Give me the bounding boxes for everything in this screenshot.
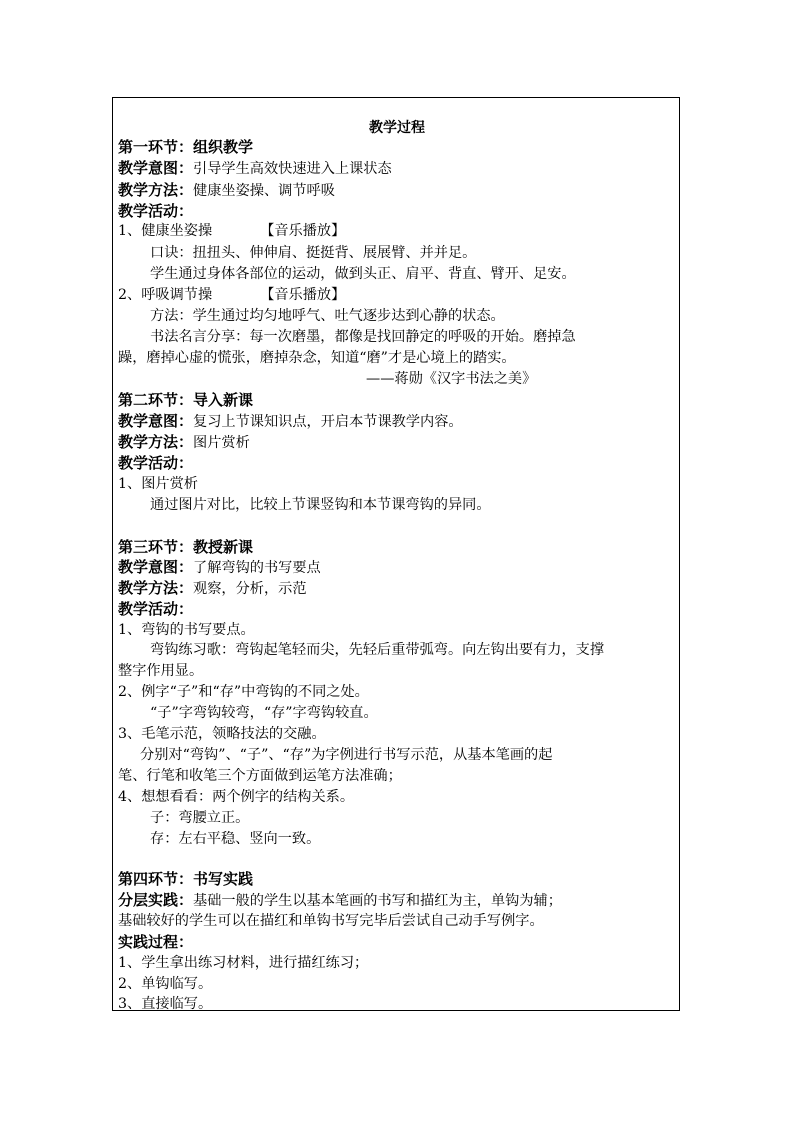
- section-3-method: 教学方法：观察，分析，示范: [118, 579, 307, 597]
- section-2-heading: 第二环节：导入新课: [118, 391, 254, 409]
- process-item-2: 2、单钩临写。: [118, 976, 213, 992]
- section-1-intent: 教学意图：引导学生高效快速进入上课状态: [118, 159, 392, 177]
- section-3-heading: 第三环节：教授新课: [118, 538, 254, 556]
- section-3-item-4: 4、想想看看：两个例字的结构关系。: [118, 789, 355, 805]
- section-4-process-label: 实践过程：: [118, 933, 194, 951]
- process-item-3: 3、直接临写。: [118, 996, 213, 1012]
- section-3-item-2-line: “子”字弯钩较弯，“存”字弯钩较直。: [150, 705, 378, 721]
- song-line-2: 整字作用显。: [118, 663, 204, 679]
- section-3-intent: 教学意图：了解弯钩的书写要点: [118, 558, 321, 576]
- section-4-layer-line-2: 基础较好的学生可以在描红和单钩书写完毕后尝试自己动手写例字。: [118, 913, 544, 929]
- zi-structure-line: 子：弯腰立正。: [150, 810, 250, 826]
- breathing-method-line: 方法：学生通过均匀地呼气、吐气逐步达到心静的状态。: [150, 308, 505, 324]
- section-2-line-1: 通过图片对比，比较上节课竖钩和本节课弯钩的异同。: [150, 497, 491, 513]
- section-3-item-3: 3、毛笔示范，领略技法的交融。: [118, 726, 326, 742]
- motion-line: 学生通过身体各部位的运动，做到头正、肩平、背直、臂开、足安。: [150, 266, 576, 282]
- quote-source: ——蒋勋《汉字书法之美》: [366, 371, 537, 387]
- cun-structure-line: 存：左右平稳、竖向一致。: [150, 831, 321, 847]
- section-3-item-2: 2、例字“子”和“存”中弯钩的不同之处。: [118, 684, 369, 700]
- section-1-heading: 第一环节：组织教学: [118, 138, 254, 156]
- song-line-1: 弯钩练习歌：弯钩起笔轻而尖，先轻后重带弧弯。向左钩出要有力，支撑: [150, 642, 605, 658]
- section-2-item-1: 1、图片赏析: [118, 476, 198, 492]
- section-4-layer-line-1: 分层实践：基础一般的学生以基本笔画的书写和描红为主，单钩为辅；: [118, 891, 562, 909]
- section-1-item-2: 2、呼吸调节操 【音乐播放】: [118, 287, 346, 303]
- koujue-line: 口诀：扭扭头、伸伸肩、挺挺背、展展臂、并并足。: [150, 245, 477, 261]
- section-1-item-1: 1、健康坐姿操 【音乐播放】: [118, 223, 346, 239]
- process-item-1: 1、学生拿出练习材料，进行描红练习；: [118, 955, 369, 971]
- quote-line-2: 躁，磨掉心虚的慌张，磨掉杂念，知道“磨”才是心境上的踏实。: [118, 350, 516, 366]
- section-3-activity-label: 教学活动：: [118, 600, 194, 618]
- page-title: 教学过程: [369, 120, 425, 136]
- section-2-activity-label: 教学活动：: [118, 454, 194, 472]
- section-1-method: 教学方法：健康坐姿操、调节呼吸: [118, 181, 335, 199]
- section-4-heading: 第四环节：书写实践: [118, 870, 254, 888]
- section-2-intent: 教学意图：复习上节课知识点，开启本节课教学内容。: [118, 412, 463, 430]
- section-1-activity-label: 教学活动：: [118, 202, 194, 220]
- demo-line-1: 分别对“弯钩”、“子”、“存”为字例进行书写示范，从基本笔画的起: [140, 747, 553, 763]
- section-3-item-1: 1、弯钩的书写要点。: [118, 622, 255, 638]
- section-2-method: 教学方法：图片赏析: [118, 433, 250, 451]
- quote-line-1: 书法名言分享：每一次磨墨，都像是找回静定的呼吸的开始。磨掉急: [150, 329, 576, 345]
- demo-line-2: 笔、行笔和收笔三个方面做到运笔方法准确；: [118, 768, 402, 784]
